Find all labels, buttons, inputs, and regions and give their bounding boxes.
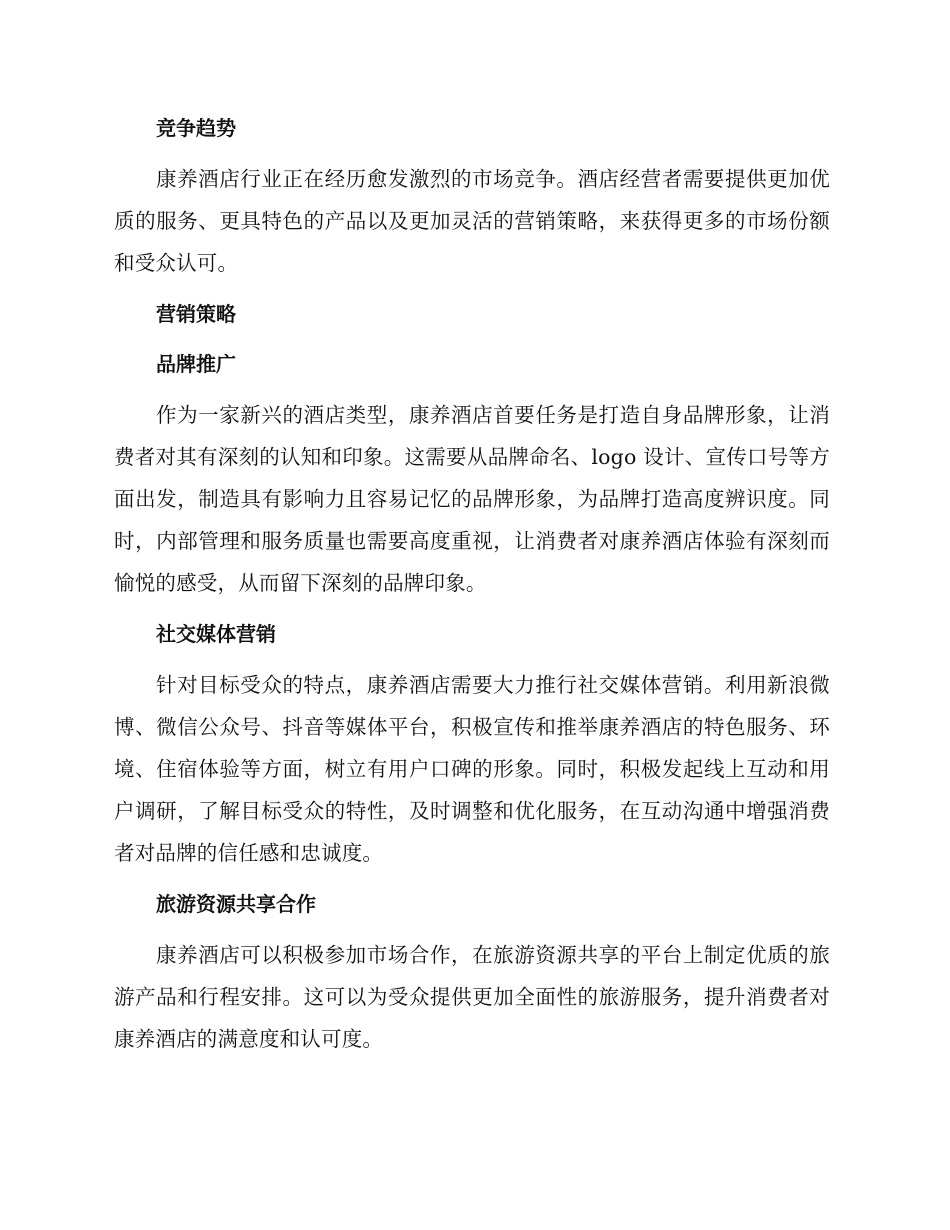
section-heading-brand-promotion: 品牌推广 bbox=[156, 352, 236, 376]
section-heading-tourism-cooperation: 旅游资源共享合作 bbox=[156, 892, 316, 916]
paragraph-brand-promotion: 作为一家新兴的酒店类型，康养酒店首要任务是打造自身品牌形象，让消费者对其有深刻的认知和印象。这需要从品牌命名、logo 设计、宣传口号等方面出发，制造具有影响力且容易记忆的品牌形象，为品牌打造高度辨识度。同时，内部管理和服务质量也需要高度重视，让消费者对康养酒店体验有深刻而愉悦的感受，从而留下深刻的品牌印象。 bbox=[114, 403, 830, 595]
section-heading-marketing-strategy: 营销策略 bbox=[156, 302, 236, 326]
section-heading-competition: 竞争趋势 bbox=[156, 116, 236, 140]
paragraph-competition: 康养酒店行业正在经历愈发激烈的市场竞争。酒店经营者需要提供更加优质的服务、更具特色的产品以及更加灵活的营销策略，来获得更多的市场份额和受众认可。 bbox=[114, 167, 830, 275]
document-body bbox=[114, 108, 830, 1060]
section-heading-social-media: 社交媒体营销 bbox=[156, 622, 276, 646]
paragraph-social-media: 针对目标受众的特点，康养酒店需要大力推行社交媒体营销。利用新浪微博、微信公众号、抖音等媒体平台，积极宣传和推举康养酒店的特色服务、环境、住宿体验等方面，树立有用户口碑的形象。同时，积极发起线上互动和用户调研，了解目标受众的特性，及时调整和优化服务，在互动沟通中增强消费者对品牌的信任感和忠诚度。 bbox=[114, 673, 830, 865]
paragraph-tourism-cooperation: 康养酒店可以积极参加市场合作，在旅游资源共享的平台上制定优质的旅游产品和行程安排。这可以为受众提供更加全面性的旅游服务，提升消费者对康养酒店的满意度和认可度。 bbox=[114, 943, 830, 1051]
